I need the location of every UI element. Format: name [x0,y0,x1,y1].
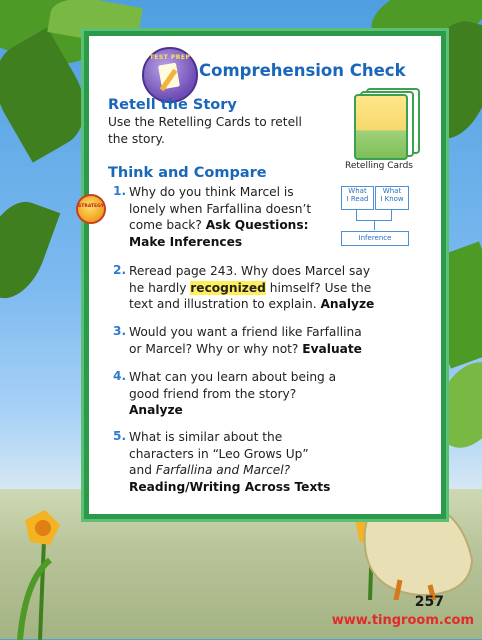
leaf-decoration [0,193,60,307]
question-line [129,280,389,297]
question-line [129,341,389,358]
question-number: 4. [113,369,127,383]
question-skill-tag: Analyze [320,297,375,312]
question-text: come back? [129,218,202,233]
vocabulary-highlight: recognized [190,280,266,295]
organizer-box-what-i-know [375,186,409,210]
question-line: What can you learn about being a [129,370,337,384]
card-front [354,94,408,160]
question-number: 2. [113,263,127,277]
question-skill-tag: Evaluate [302,341,362,356]
organizer-connector [356,209,357,220]
question-line: Why do you think Marcel is [129,185,294,199]
badge-label: TEST PREP [149,54,191,61]
page-number: 257 [414,594,444,610]
strategy-badge-icon [76,194,106,224]
question-skill-tag: Ask Questions: [205,218,309,233]
question-line [129,462,389,479]
question-text: he hardly [129,280,187,295]
question-4 [129,369,389,419]
question-text: himself? Use the [269,280,372,295]
site-watermark[interactable]: www.tingroom.com [331,613,474,628]
question-skill-tag: Make Inferences [129,234,243,249]
question-skill-tag: Reading/Writing Across Texts [129,479,331,494]
retelling-cards-caption: Retelling Cards [345,161,413,171]
question-number: 3. [113,324,127,338]
question-5 [129,429,389,495]
question-skill-tag: Analyze [129,403,183,418]
question-line: Would you want a friend like Farfallina [129,325,362,339]
strategy-badge-label: STRATEGY [78,204,104,209]
question-line [129,296,389,313]
organizer-box-what-i-read [341,186,374,210]
organizer-text: I Know [380,195,404,203]
question-number: 5. [113,429,127,443]
question-text: or Marcel? Why or why not? [129,341,299,356]
test-prep-badge-icon [142,47,198,103]
organizer-connector [391,209,392,220]
question-1 [129,184,334,250]
question-line: What is similar about the [129,430,283,444]
question-line: good friend from the story? [129,386,297,401]
retell-heading: Retell the Story [108,97,237,113]
retelling-cards-image [352,88,418,158]
question-number: 1. [113,184,127,198]
question-text: and [129,463,152,478]
retell-text [108,114,302,147]
question-line: lonely when Farfallina doesn’t [129,201,312,216]
organizer-text: I Read [346,195,369,203]
question-3 [129,324,389,357]
page-title: Comprehension Check [199,61,406,80]
question-text: text and illustration to explain. [129,297,317,312]
retell-text-line: the story. [108,131,165,146]
question-line: characters in “Leo Grows Up” [129,446,309,461]
book-title: Farfallina and Marcel? [155,463,291,478]
organizer-text: What [382,187,402,195]
question-line: Reread page 243. Why does Marcel say [129,264,371,278]
question-line [129,217,334,234]
organizer-connector [374,220,375,230]
organizer-text: What [348,187,367,195]
daffodil-illustration [0,480,90,640]
think-heading: Think and Compare [108,165,267,181]
retell-text-line: Use the Retelling Cards to retell [108,115,302,129]
organizer-box-inference: Inference [341,231,409,246]
question-2 [129,263,389,313]
